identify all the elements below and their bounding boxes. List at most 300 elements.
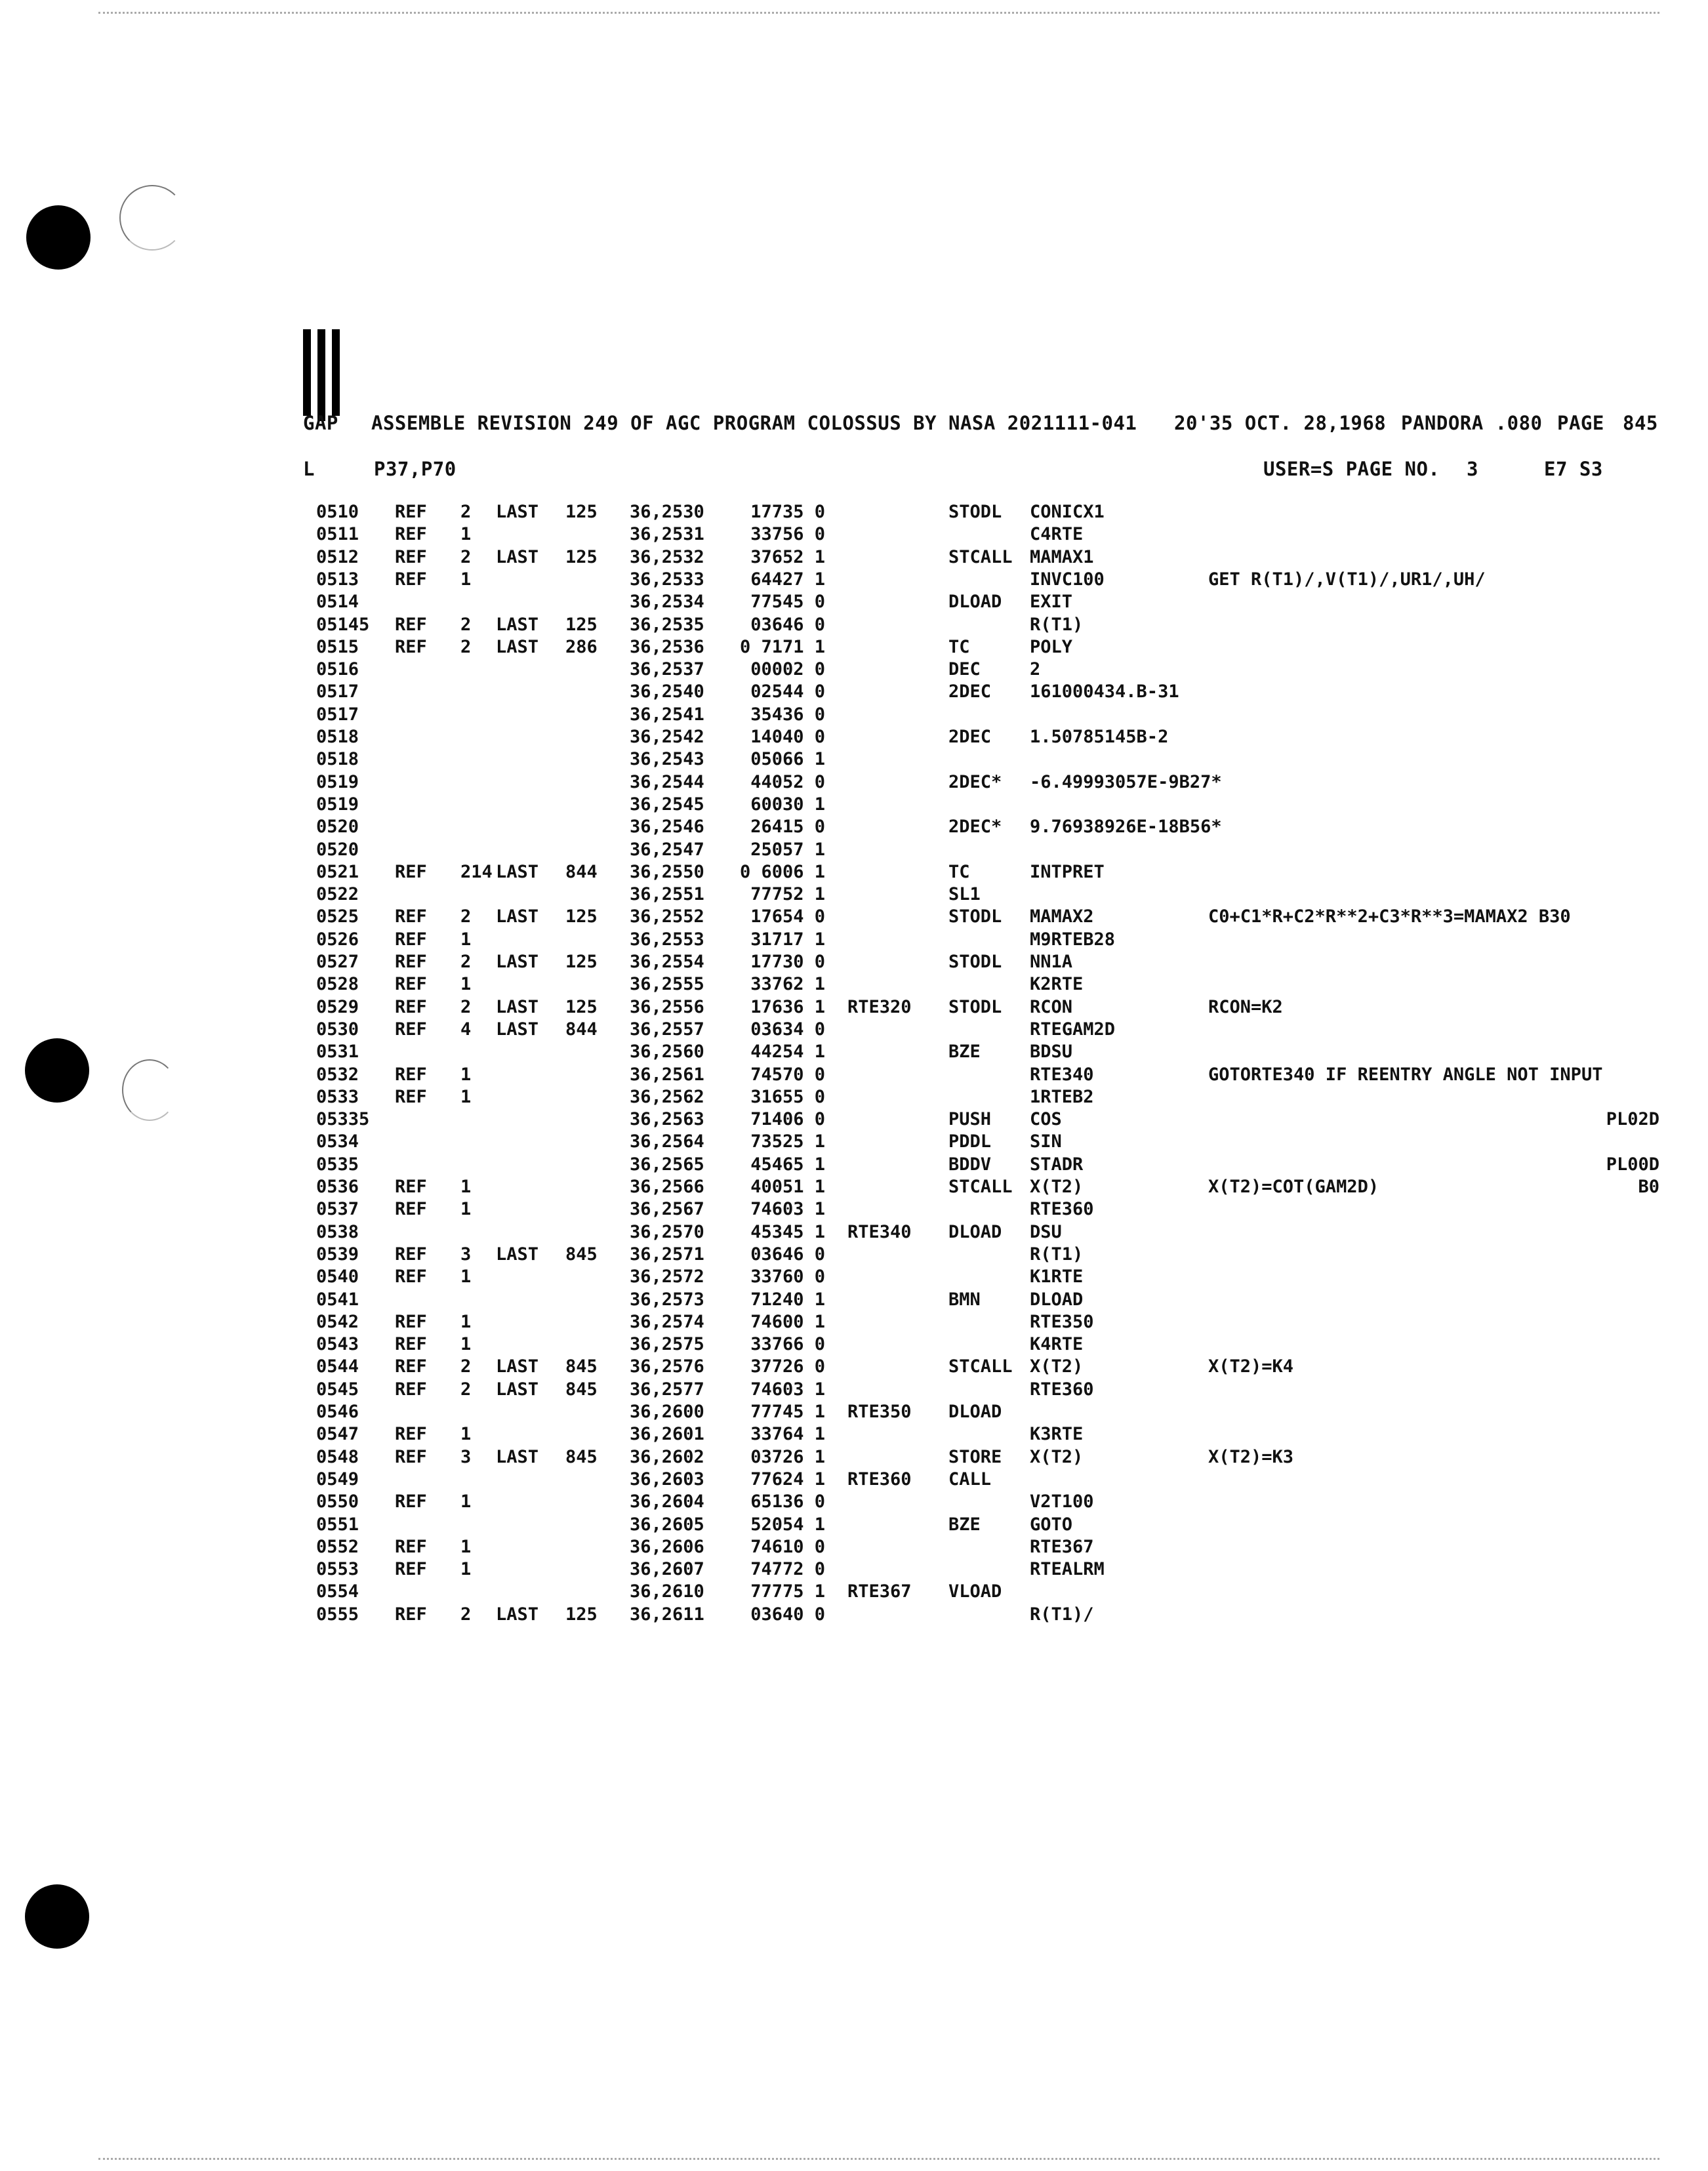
listing-cell-op: BDDV [948,1154,992,1175]
listing-cell-line: 0518 [316,749,359,770]
listing-cell-word: 03634 0 [750,1019,825,1040]
listing-cell-word: 74603 1 [750,1379,825,1400]
listing-cell-cnt: 2 [460,952,472,972]
listing-cell-addr: 36,2542 [630,727,704,747]
listing-cell-pg: 845 [565,1446,598,1467]
listing-cell-addr: 36,2600 [630,1402,704,1422]
listing-cell-addr: 36,2537 [630,659,704,680]
listing-cell-opd: RTE350 [1030,1311,1094,1332]
listing-cell-addr: 36,2567 [630,1199,704,1220]
subheader-tag: E7 S3 [1544,458,1603,480]
listing-cell-pg: 125 [565,996,598,1017]
listing-cell-addr: 36,2530 [630,502,704,522]
listing-cell-cnt: 2 [460,636,472,657]
listing-cell-op: CALL [948,1469,992,1490]
listing-cell-cmt: GOTORTE340 IF REENTRY ANGLE NOT INPUT [1208,1064,1603,1085]
listing-cell-addr: 36,2575 [630,1334,704,1355]
listing-cell-opd: INTPRET [1030,861,1105,882]
listing-row [0,546,1708,569]
listing-cell-op: PDDL [948,1131,992,1152]
listing-cell-cnt: 1 [460,974,472,995]
listing-cell-pg: 125 [565,546,598,567]
listing-cell-addr: 36,2562 [630,1086,704,1107]
listing-row [0,1064,1708,1086]
listing-cell-addr: 36,2543 [630,749,704,770]
listing-cell-opd: SIN [1030,1131,1062,1152]
listing-cell-last: LAST [496,502,539,522]
listing-cell-cnt: 2 [460,614,472,635]
listing-cell-line: 0531 [316,1042,359,1063]
listing-cell-ref: REF [395,1244,427,1265]
listing-cell-opd: INVC100 [1030,569,1105,590]
listing-cell-addr: 36,2572 [630,1267,704,1288]
listing-cell-cnt: 3 [460,1244,472,1265]
header-page-label: PAGE [1557,412,1604,434]
listing-cell-cnt: 1 [460,1491,472,1512]
listing-row [0,816,1708,838]
listing-cell-addr: 36,2574 [630,1311,704,1332]
listing-cell-op: STCALL [948,1356,1013,1377]
listing-cell-word: 77624 1 [750,1469,825,1490]
listing-cell-cmt: X(T2)=COT(GAM2D) [1208,1177,1379,1197]
listing-cell-word: 0 7171 1 [739,636,825,657]
listing-cell-line: 0536 [316,1177,359,1197]
listing-cell-word: 03726 1 [750,1446,825,1467]
listing-cell-addr: 36,2602 [630,1446,704,1467]
listing-cell-addr: 36,2577 [630,1379,704,1400]
listing-cell-opd: K1RTE [1030,1267,1084,1288]
listing-cell-cnt: 2 [460,1356,472,1377]
listing-cell-opd: RTEGAM2D [1030,1019,1116,1040]
listing-cell-line: 0545 [316,1379,359,1400]
listing-cell-opd: MAMAX1 [1030,546,1094,567]
listing-cell-pg: 125 [565,614,598,635]
listing-cell-op: DLOAD [948,592,1002,613]
listing-cell-line: 05335 [316,1109,370,1130]
listing-cell-pg: 845 [565,1356,598,1377]
listing-cell-opd: GOTO [1030,1514,1073,1535]
listing-cell-cnt: 1 [460,1334,472,1355]
listing-cell-opd: COS [1030,1109,1062,1130]
listing-cell-ref: REF [395,1559,427,1580]
listing-cell-opd: RTE340 [1030,1064,1094,1085]
listing-cell-line: 0520 [316,839,359,860]
listing-row [0,1198,1708,1221]
listing-cell-line: 0549 [316,1469,359,1490]
listing-cell-cmt: X(T2)=K4 [1208,1356,1294,1377]
listing-cell-far: B0 [1638,1177,1659,1197]
listing-cell-op: 2DEC [948,681,992,702]
listing-row [0,929,1708,951]
listing-cell-ref: REF [395,1491,427,1512]
subheader-user-page: USER=S PAGE NO. [1263,458,1440,480]
listing-row [0,906,1708,928]
listing-cell-word: 35436 0 [750,704,825,725]
listing-cell-word: 77752 1 [750,884,825,905]
header-user: PANDORA .080 [1401,412,1543,434]
listing-cell-last: LAST [496,1379,539,1400]
listing-cell-line: 0517 [316,704,359,725]
listing-cell-pg: 125 [565,906,598,927]
listing-cell-op: BMN [948,1289,981,1310]
listing-cell-line: 05145 [316,614,370,635]
listing-row [0,996,1708,1019]
listing-cell-word: 77775 1 [750,1581,825,1602]
listing-row [0,1491,1708,1513]
listing-row [0,591,1708,613]
listing-cell-word: 45345 1 [750,1221,825,1242]
listing-cell-addr: 36,2533 [630,569,704,590]
listing-cell-addr: 36,2534 [630,592,704,613]
listing-cell-addr: 36,2570 [630,1221,704,1242]
listing-row [0,1154,1708,1176]
listing-cell-opd: BDSU [1030,1042,1073,1063]
listing-cell-line: 0511 [316,524,359,545]
listing-cell-lbl: RTE340 [847,1221,912,1242]
listing-cell-ref: REF [395,569,427,590]
listing-cell-pg: 125 [565,1604,598,1625]
listing-cell-lbl: RTE367 [847,1581,912,1602]
listing-row [0,1604,1708,1626]
listing-cell-word: 52054 1 [750,1514,825,1535]
listing-cell-line: 0515 [316,636,359,657]
punch-hole-shadow [119,185,185,251]
listing-cell-opd: K4RTE [1030,1334,1084,1355]
listing-row [0,726,1708,748]
listing-cell-cnt: 1 [460,1559,472,1580]
listing-cell-line: 0516 [316,659,359,680]
listing-cell-line: 0544 [316,1356,359,1377]
listing-cell-ref: REF [395,1446,427,1467]
listing-cell-ref: REF [395,1311,427,1332]
listing-cell-word: 14040 0 [750,727,825,747]
listing-cell-ref: REF [395,1536,427,1557]
listing-cell-addr: 36,2606 [630,1536,704,1557]
listing-cell-opd: K2RTE [1030,974,1084,995]
listing-row [0,569,1708,591]
listing-cell-opd: DSU [1030,1221,1062,1242]
listing-cell-cnt: 1 [460,1199,472,1220]
listing-cell-op: DLOAD [948,1221,1002,1242]
listing-cell-ref: REF [395,1019,427,1040]
listing-cell-line: 0552 [316,1536,359,1557]
listing-cell-op: STODL [948,996,1002,1017]
listing-cell-line: 0530 [316,1019,359,1040]
listing-cell-word: 65136 0 [750,1491,825,1512]
listing-row [0,1536,1708,1558]
listing-cell-cmt: GET R(T1)/,V(T1)/,UR1/,UH/ [1208,569,1486,590]
listing-row [0,839,1708,861]
listing-cell-addr: 36,2531 [630,524,704,545]
listing-cell-op: STODL [948,952,1002,972]
listing-cell-ref: REF [395,1424,427,1445]
subheader-user-page-num: 3 [1467,458,1478,480]
listing-cell-opd: DLOAD [1030,1289,1084,1310]
listing-cell-opd: C4RTE [1030,524,1084,545]
listing-cell-addr: 36,2545 [630,794,704,815]
listing-cell-op: BZE [948,1514,981,1535]
listing-row [0,1086,1708,1108]
listing-cell-word: 33760 0 [750,1267,825,1288]
listing-cell-line: 0522 [316,884,359,905]
listing-cell-pg: 125 [565,502,598,522]
listing-cell-addr: 36,2605 [630,1514,704,1535]
listing-cell-word: 33762 1 [750,974,825,995]
listing-cell-pg: 844 [565,1019,598,1040]
listing-cell-addr: 36,2601 [630,1424,704,1445]
listing-cell-word: 45465 1 [750,1154,825,1175]
listing-cell-ref: REF [395,1267,427,1288]
listing-cell-word: 00002 0 [750,659,825,680]
listing-cell-last: LAST [496,546,539,567]
listing-cell-ref: REF [395,636,427,657]
listing-cell-opd: NN1A [1030,952,1073,972]
listing-cell-opd: RTE360 [1030,1199,1094,1220]
listing-row [0,1446,1708,1469]
listing-cell-opd: RTE360 [1030,1379,1094,1400]
listing-cell-addr: 36,2576 [630,1356,704,1377]
listing-cell-far: PL00D [1606,1154,1659,1175]
listing-cell-ref: REF [395,1177,427,1197]
listing-cell-opd: R(T1) [1030,1244,1084,1265]
listing-row [0,681,1708,703]
listing-cell-ref: REF [395,1604,427,1625]
listing-cell-cnt: 1 [460,1311,472,1332]
listing-row [0,794,1708,816]
listing-cell-addr: 36,2571 [630,1244,704,1265]
listing-cell-addr: 36,2556 [630,996,704,1017]
listing-cell-op: STODL [948,906,1002,927]
listing-cell-ref: REF [395,502,427,522]
listing-cell-cnt: 2 [460,546,472,567]
listing-cell-op: SL1 [948,884,981,905]
listing-row [0,1311,1708,1333]
listing-cell-addr: 36,2546 [630,817,704,838]
listing-cell-opd: RTE367 [1030,1536,1094,1557]
listing-cell-addr: 36,2607 [630,1559,704,1580]
listing-cell-addr: 36,2535 [630,614,704,635]
listing-cell-line: 0533 [316,1086,359,1107]
listing-row [0,1333,1708,1356]
listing-cell-word: 17730 0 [750,952,825,972]
listing-cell-cmt: C0+C1*R+C2*R**2+C3*R**3=MAMAX2 B30 [1208,906,1571,927]
listing-cell-pg: 845 [565,1244,598,1265]
listing-cell-cnt: 2 [460,1379,472,1400]
listing-cell-opd: 1.50785145B-2 [1030,727,1169,747]
listing-cell-line: 0541 [316,1289,359,1310]
listing-cell-far: PL02D [1606,1109,1659,1130]
listing-row [0,1019,1708,1041]
listing-cell-last: LAST [496,1356,539,1377]
listing-cell-word: 03640 0 [750,1604,825,1625]
listing-cell-line: 0525 [316,906,359,927]
listing-cell-pg: 125 [565,952,598,972]
header-timestamp: 20'35 OCT. 28,1968 [1174,412,1387,434]
listing-cell-last: LAST [496,996,539,1017]
listing-cell-op: 2DEC* [948,771,1002,792]
listing-cell-ref: REF [395,1086,427,1107]
listing-cell-line: 0532 [316,1064,359,1085]
listing-cell-ref: REF [395,952,427,972]
listing-cell-opd: 1RTEB2 [1030,1086,1094,1107]
listing-row [0,523,1708,546]
punch-hole [25,1884,89,1949]
listing-row [0,704,1708,726]
listing-cell-line: 0510 [316,502,359,522]
listing-cell-word: 33756 0 [750,524,825,545]
listing-row [0,659,1708,681]
listing-cell-word: 74570 0 [750,1064,825,1085]
listing-cell-cnt: 1 [460,1536,472,1557]
listing-cell-cnt: 1 [460,1177,472,1197]
listing-cell-opd: CONICX1 [1030,502,1105,522]
listing-cell-addr: 36,2557 [630,1019,704,1040]
listing-cell-ref: REF [395,614,427,635]
listing-cell-word: 60030 1 [750,794,825,815]
listing-cell-addr: 36,2573 [630,1289,704,1310]
listing-cell-line: 0519 [316,794,359,815]
listing-cell-ref: REF [395,996,427,1017]
listing-row [0,636,1708,659]
listing-row [0,1041,1708,1063]
listing-cell-cnt: 1 [460,1424,472,1445]
listing-cell-ref: REF [395,1356,427,1377]
listing-cell-cnt: 214 [460,861,493,882]
listing-cell-op: PUSH [948,1109,992,1130]
listing-cell-last: LAST [496,1604,539,1625]
listing-cell-addr: 36,2541 [630,704,704,725]
listing-cell-op: DLOAD [948,1402,1002,1422]
listing-cell-cnt: 2 [460,906,472,927]
listing-cell-line: 0519 [316,771,359,792]
listing-cell-cnt: 1 [460,569,472,590]
listing-cell-line: 0553 [316,1559,359,1580]
listing-cell-cnt: 1 [460,929,472,950]
listing-cell-addr: 36,2550 [630,861,704,882]
listing-cell-line: 0518 [316,727,359,747]
listing-cell-addr: 36,2611 [630,1604,704,1625]
listing-cell-ref: REF [395,974,427,995]
listing-cell-cmt: X(T2)=K3 [1208,1446,1294,1467]
listing-cell-opd: -6.49993057E-9B27* [1030,771,1222,792]
listing-cell-line: 0551 [316,1514,359,1535]
subheader-left: L [303,458,315,480]
listing-cell-opd: STADR [1030,1154,1084,1175]
listing-cell-lbl: RTE350 [847,1402,912,1422]
listing-cell-addr: 36,2551 [630,884,704,905]
listing-cell-word: 02544 0 [750,681,825,702]
listing-cell-addr: 36,2544 [630,771,704,792]
listing-row [0,1244,1708,1266]
listing-cell-last: LAST [496,861,539,882]
listing-row [0,1108,1708,1131]
listing-cell-cnt: 3 [460,1446,472,1467]
listing-cell-addr: 36,2604 [630,1491,704,1512]
listing-cell-word: 26415 0 [750,817,825,838]
listing-cell-addr: 36,2603 [630,1469,704,1490]
listing-row [0,1581,1708,1603]
listing-cell-addr: 36,2561 [630,1064,704,1085]
listing-cell-line: 0517 [316,681,359,702]
listing-cell-line: 0537 [316,1199,359,1220]
listing-cell-opd: 2 [1030,659,1041,680]
listing-row [0,1176,1708,1198]
listing-cell-ref: REF [395,929,427,950]
listing-cell-opd: POLY [1030,636,1073,657]
listing-cell-word: 74772 0 [750,1559,825,1580]
listing-cell-cmt: RCON=K2 [1208,996,1283,1017]
listing-cell-word: 74603 1 [750,1199,825,1220]
listing-cell-addr: 36,2536 [630,636,704,657]
listing-cell-opd: RCON [1030,996,1073,1017]
listing-cell-addr: 36,2555 [630,974,704,995]
listing-cell-line: 0539 [316,1244,359,1265]
listing-cell-last: LAST [496,1446,539,1467]
listing-cell-line: 0548 [316,1446,359,1467]
listing-cell-word: 0 6006 1 [739,861,825,882]
listing-row [0,614,1708,636]
listing-cell-last: LAST [496,1019,539,1040]
listing-cell-addr: 36,2560 [630,1042,704,1063]
listing-cell-word: 71406 0 [750,1109,825,1130]
punch-hole [26,205,91,270]
listing-cell-pg: 286 [565,636,598,657]
listing-cell-word: 31717 1 [750,929,825,950]
listing-cell-opd: V2T100 [1030,1491,1094,1512]
listing-cell-addr: 36,2540 [630,681,704,702]
listing-cell-word: 74600 1 [750,1311,825,1332]
listing-cell-ref: REF [395,1199,427,1220]
listing-cell-word: 37652 1 [750,546,825,567]
listing-cell-op: TC [948,861,970,882]
listing-cell-word: 77745 1 [750,1402,825,1422]
listing-row [0,1131,1708,1153]
listing-cell-op: 2DEC* [948,817,1002,838]
listing-cell-word: 33766 0 [750,1334,825,1355]
listing-cell-line: 0526 [316,929,359,950]
listing-cell-word: 37726 0 [750,1356,825,1377]
listing-cell-last: LAST [496,636,539,657]
listing-row [0,1514,1708,1536]
listing-cell-cnt: 4 [460,1019,472,1040]
listing-cell-opd: X(T2) [1030,1446,1084,1467]
listing-row [0,748,1708,771]
listing-cell-opd: R(T1)/ [1030,1604,1094,1625]
listing-cell-line: 0527 [316,952,359,972]
listing-cell-addr: 36,2552 [630,906,704,927]
listing-cell-addr: 36,2566 [630,1177,704,1197]
listing-cell-cnt: 1 [460,524,472,545]
listing-cell-word: 44254 1 [750,1042,825,1063]
listing-cell-word: 44052 0 [750,771,825,792]
listing-cell-word: 31655 0 [750,1086,825,1107]
listing-row [0,861,1708,883]
listing-cell-word: 17636 1 [750,996,825,1017]
listing-cell-ref: REF [395,861,427,882]
listing-cell-addr: 36,2564 [630,1131,704,1152]
listing-cell-cnt: 1 [460,1267,472,1288]
listing-row [0,1379,1708,1401]
listing-cell-last: LAST [496,906,539,927]
listing-row [0,1423,1708,1446]
listing-cell-opd: 9.76938926E-18B56* [1030,817,1222,838]
listing-cell-cnt: 2 [460,996,472,1017]
listing-cell-word: 33764 1 [750,1424,825,1445]
listing-cell-addr: 36,2563 [630,1109,704,1130]
listing-cell-opd: 161000434.B-31 [1030,681,1179,702]
listing-cell-ref: REF [395,906,427,927]
listing-cell-ref: REF [395,1379,427,1400]
